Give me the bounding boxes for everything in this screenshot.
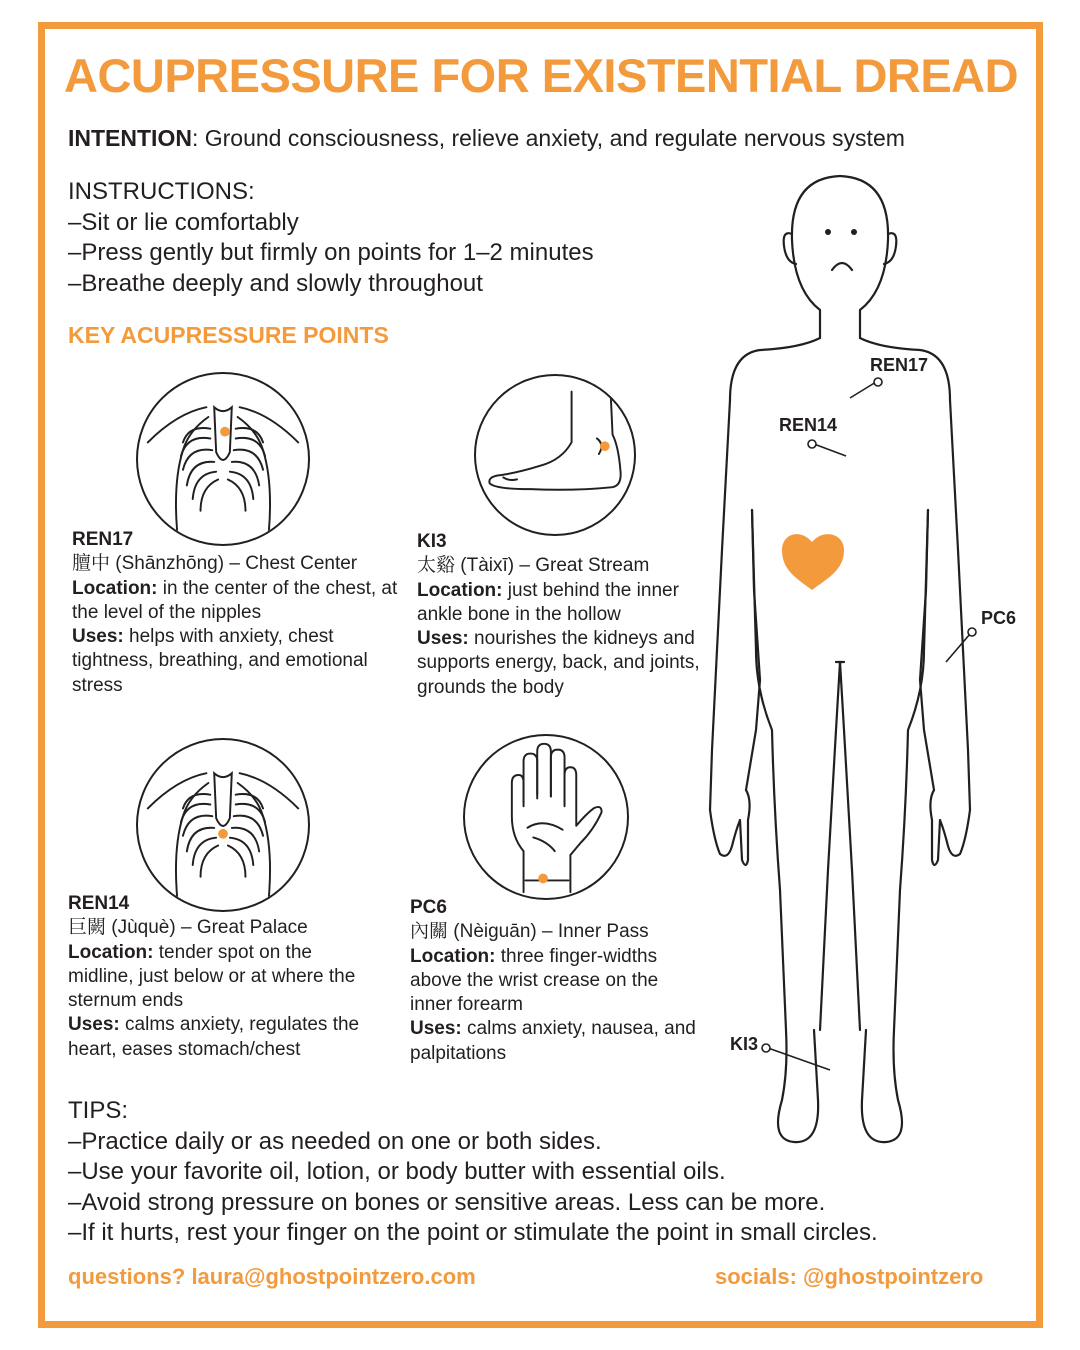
instructions (68, 177, 594, 299)
point-location (72, 577, 402, 626)
instruction-item: –Press gently but firmly on points for 1–2 minutes (68, 239, 594, 266)
location-label: Location: (410, 945, 496, 967)
point-code: REN17 (72, 529, 134, 550)
tip-item: –Use your favorite oil, lotion, or body butter with essential oils. (68, 1158, 726, 1185)
location-text: three finger-widths above the wrist crease on the inner forearm (410, 945, 659, 1016)
tips-heading: TIPS: (68, 1097, 129, 1124)
instructions-heading: INSTRUCTIONS: (68, 178, 255, 205)
point-uses (417, 627, 707, 700)
body-label-ren14: REN14 (779, 415, 838, 435)
point-code: PC6 (410, 897, 447, 918)
tips (68, 1096, 878, 1249)
uses-label: Uses: (72, 626, 124, 648)
point-card-ren14 (68, 892, 378, 1062)
uses-label: Uses: (417, 628, 469, 650)
point-code: REN14 (68, 893, 130, 914)
body-figure (690, 170, 1030, 1160)
location-text: tender spot on the midline, just below or at where the sternum ends (68, 941, 356, 1012)
instruction-item: –Breathe deeply and slowly throughout (68, 269, 483, 297)
head-outline (792, 176, 840, 338)
heart-icon (782, 534, 844, 590)
key-points-heading: KEY ACUPRESSURE POINTS (68, 322, 389, 348)
intention-label: INTENTION (68, 125, 192, 151)
point-location (68, 941, 378, 1014)
point-name: 太谿 (Tàixī) – Great Stream (417, 555, 650, 577)
tip-item: –Practice daily or as needed on one or both sides. (68, 1127, 602, 1155)
body-label-pc6: PC6 (981, 608, 1017, 628)
body-label-ki3: KI3 (730, 1034, 759, 1054)
point-name: 膻中 (Shānzhōng) – Chest Center (72, 553, 358, 575)
point-name: 巨闕 (Jùquè) – Great Palace (68, 917, 308, 939)
uses-label: Uses: (410, 1018, 462, 1040)
uses-text: calms anxiety, nausea, and palpitations (410, 1018, 696, 1064)
pc6-hand-illustration (463, 734, 629, 900)
tip-item: –If it hurts, rest your finger on the point or stimulate the point in small circles. (68, 1219, 878, 1246)
tip-item: –Avoid strong pressure on bones or sensitive areas. Less can be more. (68, 1188, 826, 1216)
point-uses (410, 1017, 700, 1066)
point-card-pc6 (410, 896, 700, 1066)
point-card-ren17 (72, 528, 402, 698)
body-label-ren17: REN17 (870, 355, 929, 375)
location-label: Location: (68, 941, 154, 963)
location-label: Location: (72, 577, 158, 599)
uses-label: Uses: (68, 1014, 120, 1036)
ki3-foot-illustration (474, 374, 636, 536)
location-label: Location: (417, 579, 503, 601)
contact-socials[interactable]: socials: @ghostpointzero (715, 1264, 984, 1289)
ren17-chest-illustration (136, 372, 310, 546)
point-uses (68, 1013, 378, 1062)
point-location (410, 945, 700, 1018)
point-uses (72, 625, 402, 698)
point-code: KI3 (417, 531, 447, 552)
point-location (417, 579, 707, 628)
uses-text: nourishes the kidneys and supports energy, back, and joints, grounds the body (417, 628, 700, 698)
page-title: ACUPRESSURE FOR EXISTENTIAL DREAD (64, 49, 1019, 102)
instruction-item: –Sit or lie comfortably (68, 208, 299, 236)
location-text: just behind the inner ankle bone in the hollow (417, 579, 679, 625)
contact-email[interactable]: questions? laura@ghostpointzero.com (68, 1264, 476, 1289)
intention-text: : Ground consciousness, relieve anxiety, and regulate nervous system (191, 125, 905, 151)
uses-text: helps with anxiety, chest tightness, breathing, and emotional stress (72, 626, 368, 696)
point-card-ki3 (417, 530, 707, 700)
uses-text: calms anxiety, regulates the heart, eases stomach/chest (68, 1014, 360, 1060)
ren14-chest-illustration (136, 738, 310, 912)
location-text: in the center of the chest, at the level of the nipples (72, 577, 398, 623)
intention-line (68, 125, 905, 152)
point-name: 內關 (Nèiguān) – Inner Pass (410, 921, 649, 943)
